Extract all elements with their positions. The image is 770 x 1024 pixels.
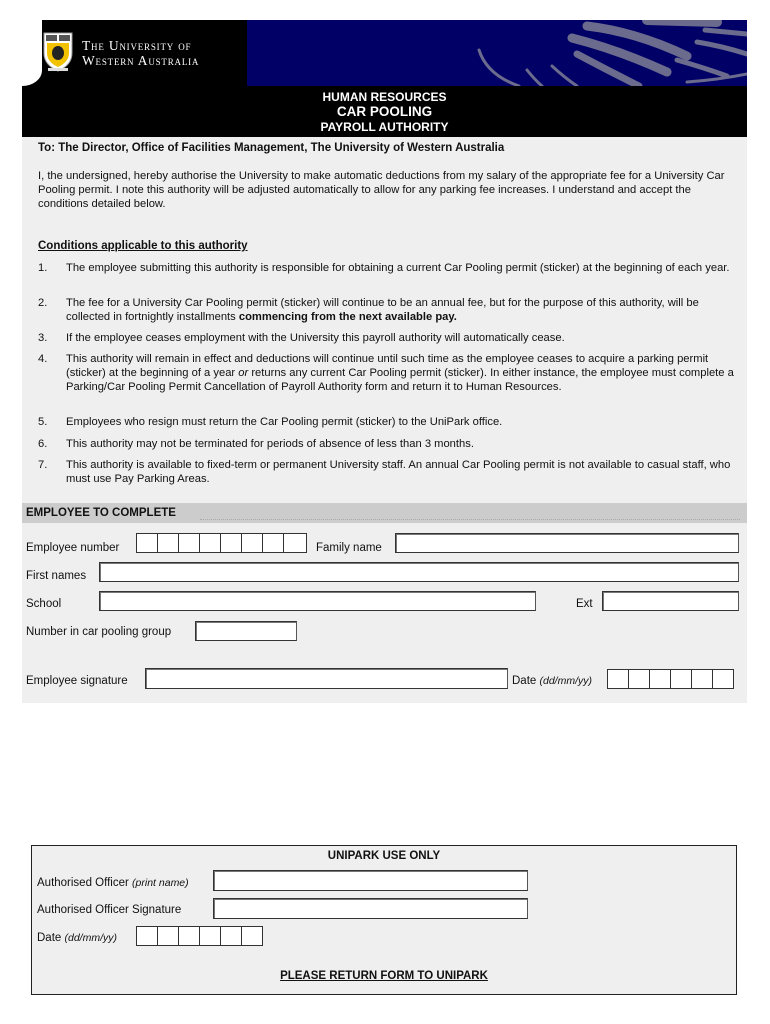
date-cell[interactable] [136,926,158,946]
wing-icon [247,20,747,86]
condition-number: 5. [38,416,48,428]
employee-section-title: EMPLOYEE TO COMPLETE [26,507,176,519]
condition-text: This authority may not be terminated for periods of absence of less than 3 months. [66,438,474,450]
date-cell[interactable] [220,926,242,946]
employee-number-input[interactable] [136,533,306,553]
employee-number-cell[interactable] [283,533,307,553]
form-title: CAR POOLING [336,104,433,119]
date-cell[interactable] [670,669,692,689]
university-name-line2: Western Australia [82,53,200,68]
condition-text-plain: The fee for a University Car Pooling permit (sticker) will continue to be an annual fee, but for the purpose of this authority, will be collected in fortnightly installments [66,297,699,323]
date-cell[interactable] [241,926,263,946]
ext-label: Ext [576,598,593,610]
employee-number-label: Employee number [26,542,120,554]
dotted-rule [200,519,740,520]
university-name [82,38,199,68]
employee-number-cell[interactable] [178,533,200,553]
car-pool-number-input[interactable] [195,621,297,641]
condition-number: 2. [38,297,48,309]
date-label-text: Date [37,932,62,944]
employee-number-cell[interactable] [199,533,221,553]
unipark-title: UNIPARK USE ONLY [327,850,441,862]
employee-number-cell[interactable] [220,533,242,553]
condition-item [38,458,738,486]
officer-signature-input[interactable] [213,898,528,919]
car-pool-number-label: Number in car pooling group [26,626,172,638]
condition-item [38,415,738,429]
condition-item [38,437,738,451]
addressee: To: The Director, Office of Facilities Management, The University of Western Australia [38,142,505,154]
date-cell[interactable] [178,926,200,946]
form-subtitle: PAYROLL AUTHORITY [320,120,449,134]
condition-text [66,352,738,394]
school-label: School [26,598,62,610]
first-names-label: First names [26,570,87,582]
ext-input[interactable] [602,591,739,611]
unipark-date-input[interactable] [136,926,262,946]
condition-text: This authority is available to fixed-term or permanent University staff. An annual Car Pooling permit is not available to casual staff, who must use Pay Parking Areas. [66,459,731,485]
officer-signature-label: Authorised Officer Signature [37,904,182,916]
employee-date-label [512,674,592,688]
condition-item [38,296,738,324]
header-curve [22,20,42,86]
family-name-input[interactable] [395,533,739,553]
employee-signature-label: Employee signature [26,675,128,687]
condition-item [38,352,738,394]
condition-text-a: This authority will remain in effect and deductions will continue until such time as the employee ceases to acquire a parking permit (sticker) at the beginning of a year [66,353,709,379]
condition-text: Employees who resign must return the Car Pooling permit (sticker) to the UniPark office. [66,416,503,428]
date-cell[interactable] [607,669,629,689]
employee-date-input[interactable] [607,669,733,689]
university-crest-icon [42,31,74,73]
condition-number: 6. [38,438,48,450]
officer-label-text: Authorised Officer [37,877,129,889]
date-cell[interactable] [157,926,179,946]
condition-number: 7. [38,459,48,471]
form-title-band [22,86,747,137]
date-format-hint: (dd/mm/yy) [64,932,117,944]
intro-paragraph: I, the undersigned, hereby authorise the University to make automatic deductions from my salary of the appropriate fee for a University Car Pooling permit. I note this authority will be adjusted automatically to allow for any parking fee increases. I understand and accept the conditions detailed below. [38,170,725,210]
employee-signature-input[interactable] [145,668,508,689]
department-title: HUMAN RESOURCES [322,90,447,104]
condition-text: If the employee ceases employment with the University this payroll authority will automatically cease. [66,332,565,344]
condition-text-italic: or [238,367,249,379]
family-name-label: Family name [316,542,382,554]
officer-name-label [37,876,189,890]
condition-number: 3. [38,332,48,344]
header-wing-graphic [247,20,747,86]
conditions-title: Conditions applicable to this authority [38,240,248,252]
condition-text-bold: commencing from the next available pay. [238,311,457,323]
condition-text [66,296,738,324]
first-names-input[interactable] [99,562,739,582]
employee-number-cell[interactable] [262,533,284,553]
date-cell[interactable] [649,669,671,689]
employee-number-cell[interactable] [157,533,179,553]
university-name-line1: The University of [82,38,192,53]
officer-hint: (print name) [132,877,189,889]
condition-number: 1. [38,262,48,274]
date-cell[interactable] [628,669,650,689]
employee-number-cell[interactable] [136,533,158,553]
date-format-hint: (dd/mm/yy) [539,675,592,687]
officer-name-input[interactable] [213,870,528,891]
date-cell[interactable] [691,669,713,689]
school-input[interactable] [99,591,536,611]
date-label-text: Date [512,675,537,687]
return-instruction: PLEASE RETURN FORM TO UNIPARK [280,970,488,982]
condition-number: 4. [38,353,48,365]
condition-item [38,331,738,345]
unipark-date-label [37,931,117,945]
date-cell[interactable] [712,669,734,689]
condition-item [38,261,738,275]
condition-text: The employee submitting this authority is responsible for obtaining a current Car Pooling permit (sticker) at the beginning of each year. [66,262,730,274]
date-cell[interactable] [199,926,221,946]
condition-text-b: returns any current Car Pooling permit (sticker). In either instance, the employee must complete a Parking/Car Pooling Permit Cancellation of Payroll Authority form and return it to Human Resources. [66,367,734,393]
employee-number-cell[interactable] [241,533,263,553]
